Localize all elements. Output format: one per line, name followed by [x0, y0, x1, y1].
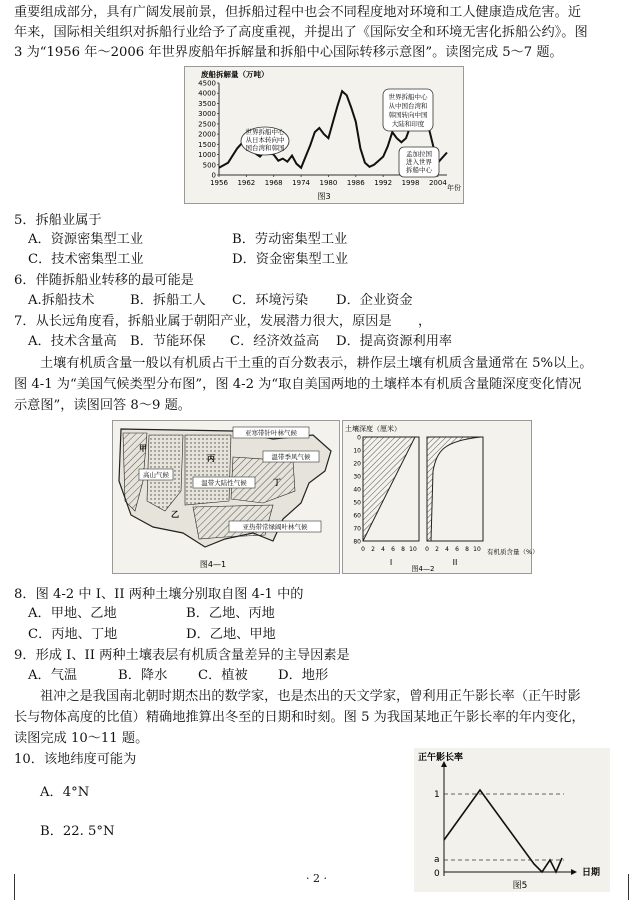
intro3-line-1: 祖冲之是我国南北朝时期杰出的数学家，也是杰出的天文学家，曾利用正午影长率（正午时影: [40, 689, 581, 704]
map-label-5: 亚热带常绿阔叶林气候: [242, 523, 308, 531]
fig3-ytick-3500: 3500: [198, 99, 216, 108]
fig3-ytick-1000: 1000: [198, 151, 216, 160]
fig42-p1-xtick-6: 6: [391, 546, 395, 553]
map-point-yi: 乙: [171, 510, 179, 519]
fig3-xtick-1962: 1962: [237, 179, 256, 187]
intro-line-3: 3 为“1956 年～2006 年世界废船年拆解量和拆船中心国际转移示意图”。读图完成 5～7 题。: [14, 45, 563, 60]
q6-option-b[interactable]: B．拆船工人: [130, 293, 206, 308]
fig42-p2-xtick-10: 10: [473, 546, 481, 553]
page-number: · 2 ·: [306, 872, 327, 885]
fig42-p2-xtick-4: 4: [445, 546, 449, 553]
map-label-4: 温带大陆性气候: [201, 479, 247, 487]
fig3-xtick-1992: 1992: [374, 179, 393, 187]
q9-option-c[interactable]: C．植被: [198, 668, 248, 683]
fig42-xunit: 有机质含量（%）: [487, 548, 539, 556]
fig3-xtick-1968: 1968: [264, 179, 283, 187]
fig42-ylabel: 土壤深度（厘米）: [345, 425, 401, 433]
interior-region: [185, 435, 231, 505]
q7-option-a[interactable]: A．技术含量高: [28, 334, 117, 349]
intro3-line-2: 长与物体高度的比值）精确地推算出冬至的日期和时刻。图 5 为我国某地正午影长率的年内变化，: [14, 710, 585, 725]
fig3-note-1-l3: 国台湾和韩国: [245, 144, 285, 152]
fig42-ytick-0: 0: [357, 434, 361, 442]
fig42-p1-xtick-4: 4: [381, 546, 385, 553]
map-point-ding: 丁: [273, 478, 281, 487]
q5-stem: 5．拆船业属于: [14, 213, 102, 228]
fig42-p2-xtick-8: 8: [465, 546, 469, 553]
fig3-ytick-2500: 2500: [198, 120, 216, 129]
fig42-ytick-70: 70: [353, 525, 361, 533]
fig3-xtick-1986: 1986: [346, 179, 365, 187]
left-margin-mark: [14, 874, 15, 900]
q5-option-d[interactable]: D．资金密集型工业: [232, 252, 349, 267]
map-point-jia: 甲: [139, 444, 147, 453]
fig42-p2-xtick-2: 2: [435, 546, 439, 553]
q7-option-d[interactable]: D．提高资源利用率: [336, 334, 453, 349]
q9-option-a[interactable]: A．气温: [28, 668, 78, 683]
fig42-panel-1-curve: [363, 437, 415, 541]
fig42-ytick-60: 60: [353, 512, 361, 520]
fig3-note-3-l3: 拆船中心: [406, 166, 432, 174]
fig42-caption: 图4—2: [411, 565, 435, 573]
intro2-line-3: 示意图”，读图回答 8～9 题。: [14, 398, 191, 413]
fig42-p1-xtick-2: 2: [371, 546, 375, 553]
fig42-p1-xtick-8: 8: [401, 546, 405, 553]
q10-option-a[interactable]: A．4°N: [40, 785, 90, 800]
fig3-ytick-2000: 2000: [198, 130, 216, 139]
q8-option-c[interactable]: C．丙地、丁地: [28, 627, 118, 642]
fig5-tick-a: a: [434, 855, 440, 865]
fig5-ylabel: 正午影长率: [418, 753, 464, 763]
q8-option-b[interactable]: B．乙地、丙地: [186, 606, 275, 621]
q7-option-c[interactable]: C．经济效益高: [230, 334, 320, 349]
q10-stem: 10．该地纬度可能为: [14, 752, 137, 767]
q9-stem: 9．形成 I、II 两种土壤表层有机质含量差异的主导因素是: [14, 648, 350, 663]
fig3-ytick-4500: 4500: [198, 79, 216, 88]
map-point-bing: 丙: [207, 454, 215, 463]
q5-option-a[interactable]: A．资源密集型工业: [28, 232, 144, 247]
fig42-ytick-40: 40: [353, 486, 361, 494]
fig3-note-2-l3: 韩国转向中国: [388, 111, 428, 119]
fig3-xtick-1956: 1956: [210, 179, 228, 187]
fig3-ytick-1500: 1500: [198, 140, 216, 149]
q6-option-a[interactable]: A.拆船技术: [28, 293, 95, 308]
map-label-1: 亚寒带针叶林气候: [245, 429, 297, 437]
q9-option-b[interactable]: B．降水: [118, 668, 168, 683]
fig3-note-1-l2: 从日本转向中: [245, 136, 285, 144]
map-label-3: 高山气候: [143, 471, 169, 479]
fig3-caption: 图3: [317, 192, 331, 201]
q7-stem: 7．从长远角度看，拆船业属于朝阳产业，发展潜力很大，原因是 ，: [14, 314, 432, 329]
fig42-ytick-30: 30: [353, 473, 361, 481]
fig3-ylabel: 废船拆解量（万吨）: [201, 70, 269, 79]
q7-option-b[interactable]: B．节能环保: [130, 334, 206, 349]
fig42-ytick-50: 50: [353, 499, 361, 507]
fig41-caption: 图4—1: [199, 560, 227, 569]
fig3-xtick-1998: 1998: [401, 179, 420, 187]
intro2-line-2: 图 4-1 为“美国气候类型分布图”，图 4-2 为“取自美国两地的土壤样本有机质含量随深度变化情况: [14, 377, 582, 392]
figure-4-1-map: [113, 421, 339, 573]
fig3-ytick-3000: 3000: [198, 110, 216, 119]
figure-4-1: [112, 420, 340, 574]
fig3-note-2-l1: 世界拆船中心: [388, 93, 428, 101]
q6-option-d[interactable]: D．企业资金: [336, 293, 413, 308]
q10-option-b[interactable]: B．22. 5°N: [40, 824, 115, 839]
figure-3: [184, 66, 464, 204]
intro-line-2: 年来，国际相关组织对拆船行业给予了高度重视，并提出了《国际安全和环境无害化拆船公约》。图: [14, 25, 588, 40]
figure-5-chart: [414, 748, 610, 892]
q6-stem: 6．伴随拆船业转移的最可能是: [14, 273, 194, 288]
intro2-line-1: 土壤有机质含量一般以有机质占干土重的百分数表示，耕作层土壤有机质含量通常在 5%以上。: [40, 356, 593, 371]
right-margin-mark: [628, 874, 629, 900]
fig3-ytick-4000: 4000: [198, 89, 216, 98]
figure-3-chart: [185, 67, 463, 203]
q8-option-d[interactable]: D．乙地、甲地: [186, 627, 276, 642]
fig42-panel-2-label: II: [452, 558, 458, 567]
fig5-caption: 图5: [512, 881, 528, 891]
fig42-ytick-20: 20: [353, 460, 361, 468]
fig42-ytick-10: 10: [353, 447, 361, 455]
fig42-ytick-80: 80: [353, 538, 361, 546]
q9-option-d[interactable]: D．地形: [278, 668, 329, 683]
fig42-panel-1-label: I: [389, 558, 393, 567]
fig3-xtick-2004: 2004: [428, 179, 447, 187]
fig3-note-2-l4: 大陆和印度: [391, 120, 425, 128]
figure-4-2-chart: [343, 421, 539, 573]
fig42-p2-xtick-6: 6: [455, 546, 459, 553]
fig3-note-1-l1: 世界拆船中心: [245, 128, 285, 136]
fig3-note-3-l2: 进入世界: [406, 158, 432, 166]
fig42-p2-xtick-0: 0: [425, 546, 429, 553]
map-label-2: 温带季风气候: [271, 453, 311, 461]
fig42-panel-2-curve: [427, 437, 481, 541]
fig3-note-3-l1: 孟加拉国: [406, 150, 432, 158]
fig3-xtick-1974: 1974: [292, 179, 310, 187]
fig3-ytick-0: 0: [211, 171, 216, 180]
q5-option-b[interactable]: B．劳动密集型工业: [232, 232, 348, 247]
fig3-note-2-l2: 从中国台湾和: [388, 102, 428, 110]
fig3-xtick-1980: 1980: [319, 179, 338, 187]
figure-4-2: [342, 420, 539, 574]
q8-option-a[interactable]: A．甲地、乙地: [28, 606, 117, 621]
fig42-p1-xtick-0: 0: [361, 546, 365, 553]
figure-5: [414, 748, 610, 892]
fig3-xunit: 年份: [447, 184, 461, 192]
fig5-xlabel: 日期: [582, 868, 601, 878]
intro-line-1: 重要组成部分，具有广阔发展前景，但拆船过程中也会不同程度地对环境和工人健康造成危害。近: [14, 5, 582, 20]
q5-option-c[interactable]: C．技术密集型工业: [28, 252, 144, 267]
q8-stem: 8．图 4-2 中 I、II 两种土壤分别取自图 4-1 中的: [14, 587, 304, 602]
fig3-ytick-500: 500: [202, 161, 216, 170]
fig5-tick-0: 0: [434, 869, 440, 879]
q6-option-c[interactable]: C．环境污染: [232, 293, 309, 308]
fig5-tick-1: 1: [434, 790, 440, 800]
intro3-line-3: 读图完成 10～11 题。: [14, 731, 149, 746]
fig42-p1-xtick-10: 10: [409, 546, 417, 553]
